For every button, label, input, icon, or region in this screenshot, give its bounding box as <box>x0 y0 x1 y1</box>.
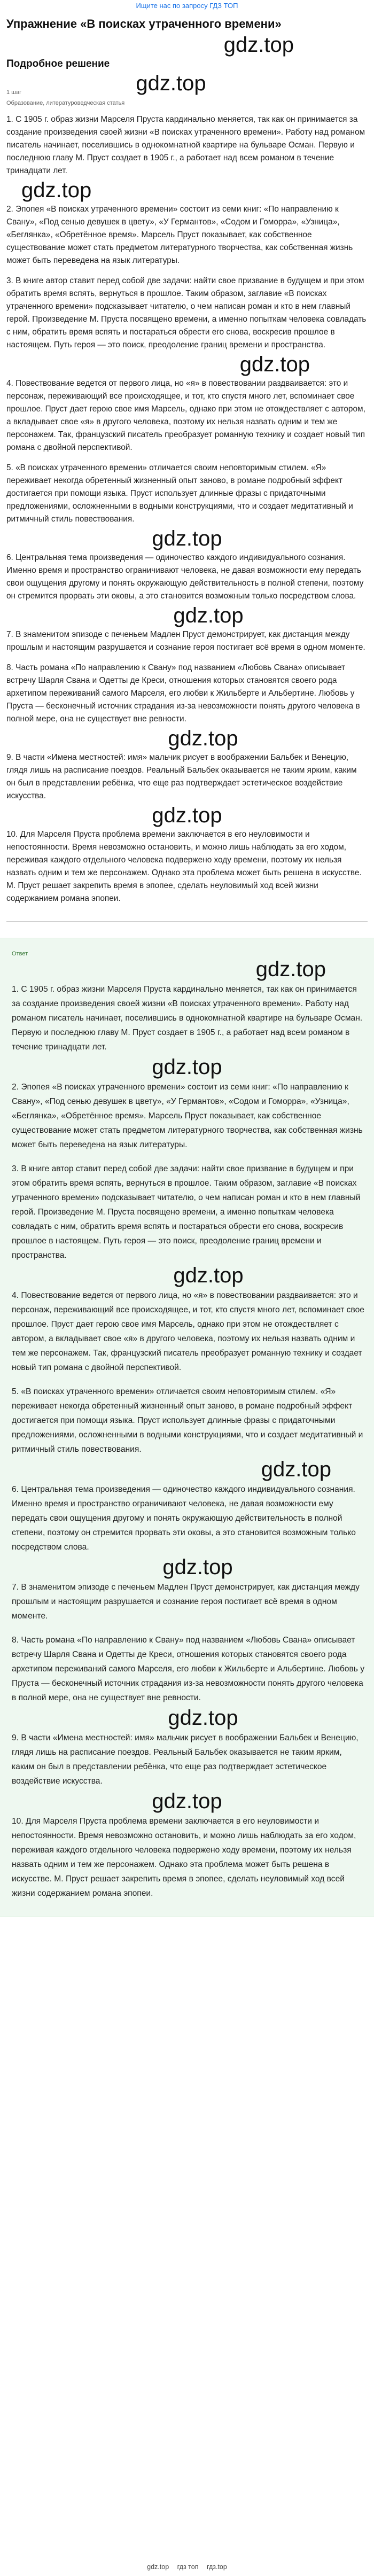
footer <box>0 2563 374 2571</box>
solution-paragraph: 8. Часть романа «По направлению к Свану» под названием «Любовь Свана» описывает встречу Шарля Свана и Одетты де Креси, отношения которых становятся своего рода архетипом переживаний самого Марселя, его любви к Жильберте и Альбертине. Любовь у Пруста — бесконечный источник страдания из-за невозможности понять другого человека в полной мере, она не существует вне ревности. <box>6 663 360 723</box>
watermark: gdz.top <box>136 72 206 95</box>
solution-paragraph: 9. В части «Имена местностей: имя» мальчик рисует в воображении Бальбек и Венецию, глядя лишь на расписание поездов. Реальный Бальбек оказывается не таким ярким, каким он был в представлении ребёнка, что еще раз подтверждает эстетическое воздействие искусства. <box>6 753 357 800</box>
solution-paragraph: 3. В книге автор ставит перед собой две задачи: найти свое призвание в будущем и при этом обратить время вспять, вернуться в прошлое. Таким образом, заглавие «В поисках утраченного времени» подсказывает читателю, о чем написан роман и кто в нем главный герой. Произведение М. Пруста посвящено времени, а именно попыткам человека совладать с ним, обратить время вспять и постараться обрести его снова, воскресив прошлое в настоящем. Путь героя — это поиск, преодоление границ времени и пространства. <box>6 276 367 349</box>
watermark: gdz.top <box>152 1789 222 1813</box>
solution-paragraph: 4. Повествование ведется от первого лица, но «я» в повествовании раздваивается: это и персонаж, переживающий все происходящее, и тот, кто спустя много лет, вспоминает свое прошлое. Пруст дает герою свое имя Марсель, однако при этом не отождествляет с автором, а вкладывает свое «я» в другого человека, поэтому их нельзя назвать одним и тем же персонажем. Так, французский писатель преобразует романную технику и создает новый тип романа с двойной перспективой. <box>6 379 365 452</box>
watermark: gdz.top <box>168 1706 238 1730</box>
watermark: gdz.top <box>255 958 326 981</box>
solution-step-label: 1 шаг <box>6 89 22 96</box>
solution-paragraph: 5. «В поисках утраченного времени» отличается своим неповторимым стилем. «Я» переживает некогда обретенный жизненный опыт заново, в романе подробный эффект достигается при помощи языка. Пруст использует длинные фразы с придаточными предложениями, осложненными в водными конструкциями, что и создает медитативный и ритмичный стиль повествования. <box>6 463 353 524</box>
watermark: gdz.top <box>152 804 222 827</box>
solution-paragraph: 1. С 1905 г. образ жизни Марселя Пруста кардинально меняется, так как он принимается за создание произведения своей жизни «В поисках утраченного времени». Работу над романом писатель начинает, поселившись в однокомнатной квартире на бульваре Осман. Первую и последнюю главу М. Пруст создает в 1905 г., а работает над всем романом в течение тринадцати лет. <box>6 115 365 175</box>
solution-body <box>0 113 374 905</box>
solution-paragraph: 6. Центральная тема произведения — одиночество каждого индивидуального сознания. Именно время и пространство ограничивают человека, не давая возможности ему передать свои ощущения другому и понять окружающую действительность в полной степени, поэтому он стремится прорвать эти оковы, а это становится возможным только посредством слова. <box>6 553 364 601</box>
answer-paragraph: 2. Эпопея «В поисках утраченного времени» состоит из семи книг: «По направлению к Свану», «Под сенью девушек в цвету», «У Германтов», «Содом и Гоморра», «Узница», «Беглянка», «Обретённое время». Марсель Пруст показывает, как собственное существование может стать предметом литературного творчества, как собственная жизнь может быть переведена на язык литературы. <box>12 1083 363 1149</box>
watermark: gdz.top <box>168 727 238 750</box>
solution-paragraph: 10. Для Марселя Пруста проблема времени заключается в его неуловимости и непостоянности. Время невозможно остановить, и можно лишь наблюдать за его ходом, переживая каждого отдельного человека подвержено ходу времени, поэтому их нельзя назвать одним и тем же персонажем. Однако эта проблема может быть решена в искусстве. М. Пруст решает закрепить время в эпопее, сделать неуловимый ход всей жизни содержанием романа эпопеи. <box>6 830 362 903</box>
footer-link[interactable]: gdz.top <box>147 2563 169 2571</box>
solution-category: Образование, литературоведческая статья <box>6 100 125 106</box>
search-hint-link[interactable]: Ищите нас по запросу ГДЗ ТОП <box>136 2 238 10</box>
answer-paragraph: 6. Центральная тема произведения — одиночество каждого индивидуального сознания. Именно время и пространство ограничивают человека, не давая возможности ему передать свои ощущения другому и понять окружающую действительность в полной степени, поэтому он стремится прорвать эти оковы, а это становится возможным только посредством слова. <box>12 1485 356 1552</box>
watermark: gdz.top <box>239 353 310 376</box>
solution-paragraph: 2. Эпопея «В поисках утраченного времени» состоит из семи книг: «По направлению к Свану», «Под сенью девушек в цвету», «У Германтов», «Содом и Гоморра», «Узница», «Беглянка», «Обретённое время». Марсель Пруст показывает, как собственное существование может стать предметом литературного творчества, как собственная жизнь может быть переведена на язык литературы. <box>6 205 353 265</box>
watermark: gdz.top <box>162 1555 233 1579</box>
page-title: Упражнение «В поисках утраченного времени» <box>6 17 282 30</box>
footer-link[interactable]: гдз топ <box>177 2563 199 2571</box>
section-divider <box>6 921 368 922</box>
answer-paragraph: 4. Повествование ведется от первого лица, но «я» в повествовании раздваивается: это и персонаж, переживающий все происходящее, и тот, кто спустя много лет, вспоминает свое прошлое. Пруст дает герою свое имя Марсель, однако при этом не отождествляет с автором, а вкладывает свое «я» в другого человека, поэтому их нельзя назвать одним и тем же персонажем. Так, французский писатель преобразует романную технику и создает новый тип романа с двойной перспективой. <box>12 1291 364 1372</box>
watermark: gdz.top <box>152 527 222 550</box>
solution-paragraph: 7. В знаменитом эпизоде с печеньем Мадлен Пруст демонстрирует, как дистанция между прошлым и настоящим разрушается и сознание героя постигает всё время в одном моменте. <box>6 630 365 652</box>
answer-paragraph: 8. Часть романа «По направлению к Свану» под названием «Любовь Свана» описывает встречу Шарля Свана и Одетты де Креси, отношения которых становятся своего рода архетипом переживаний самого Марселя, его любви к Жильберте и Альбертине. Любовь у Пруста — бесконечный источник страдания из-за невозможности понять другого человека в полной мере, она не существует вне ревности. <box>12 1636 365 1702</box>
footer-link[interactable]: гдз.top <box>206 2563 227 2571</box>
answer-paragraph: 9. В части «Имена местностей: имя» мальчик рисует в воображении Бальбек и Венецию, глядя лишь на расписание поездов. Реальный Бальбек оказывается не таким ярким, каким он был в представлении ребёнка, что еще раз подтверждает эстетическое воздействие искусства. <box>12 1733 359 1786</box>
answer-paragraph: 10. Для Марселя Пруста проблема времени заключается в его неуловимости и непостоянности. Время невозможно остановить, и можно лишь наблюдать за его ходом, переживая каждого отдельного человека подвержено ходу времени, поэтому их нельзя назвать одним и тем же персонажем. Однако эта проблема может быть решена в искусстве. М. Пруст решает закрепить время в эпопее, сделать неуловимый ход всей жизни содержанием романа эпопеи. <box>12 1817 356 1898</box>
watermark: gdz.top <box>173 604 244 627</box>
solution-heading: Подробное решение <box>6 58 110 69</box>
answer-paragraph: 3. В книге автор ставит перед собой две задачи: найти свое призвание в будущем и при этом обратить время вспять, вернуться в прошлое. Таким образом, заглавие «В поисках утраченного времени» подсказывает читателю, о чем написан роман и кто в нем главный герой. Произведение М. Пруста посвящено времени, а именно попыткам человека совладать с ним, обратить время вспять и постараться обрести его снова, воскресив прошлое в настоящем. Путь героя — это поиск, преодоление границ времени и пространства. <box>12 1164 361 1260</box>
watermark: gdz.top <box>152 1055 222 1079</box>
watermark: gdz.top <box>223 33 294 57</box>
answer-paragraph: 1. С 1905 г. образ жизни Марселя Пруста кардинально меняется, так как он принимается за создание произведения своей жизни «В поисках утраченного времени». Работу над романом писатель начинает, поселившись в однокомнатной квартире на бульваре Осман. Первую и последнюю главу М. Пруст создает в 1905 г., а работает над всем романом в течение тринадцати лет. <box>12 985 363 1052</box>
watermark: gdz.top <box>21 178 92 202</box>
answer-paragraph: 7. В знаменитом эпизоде с печеньем Мадлен Пруст демонстрирует, как дистанция между прошлым и настоящим разрушается и сознание героя постигает всё время в одном моменте. <box>12 1583 360 1621</box>
watermark: gdz.top <box>261 1458 331 1481</box>
watermark: gdz.top <box>173 1264 244 1287</box>
answer-box <box>0 938 374 1917</box>
answer-label: Ответ <box>12 951 28 957</box>
answer-paragraph: 5. «В поисках утраченного времени» отличается своим неповторимым стилем. «Я» переживает некогда обретенный жизненный опыт заново, в романе подробный эффект достигается при помощи языка. Пруст использует длинные фразы с придаточными предложениями, осложненными в водными конструкциями, что и создает медитативный и ритмичный стиль повествования. <box>12 1387 363 1454</box>
